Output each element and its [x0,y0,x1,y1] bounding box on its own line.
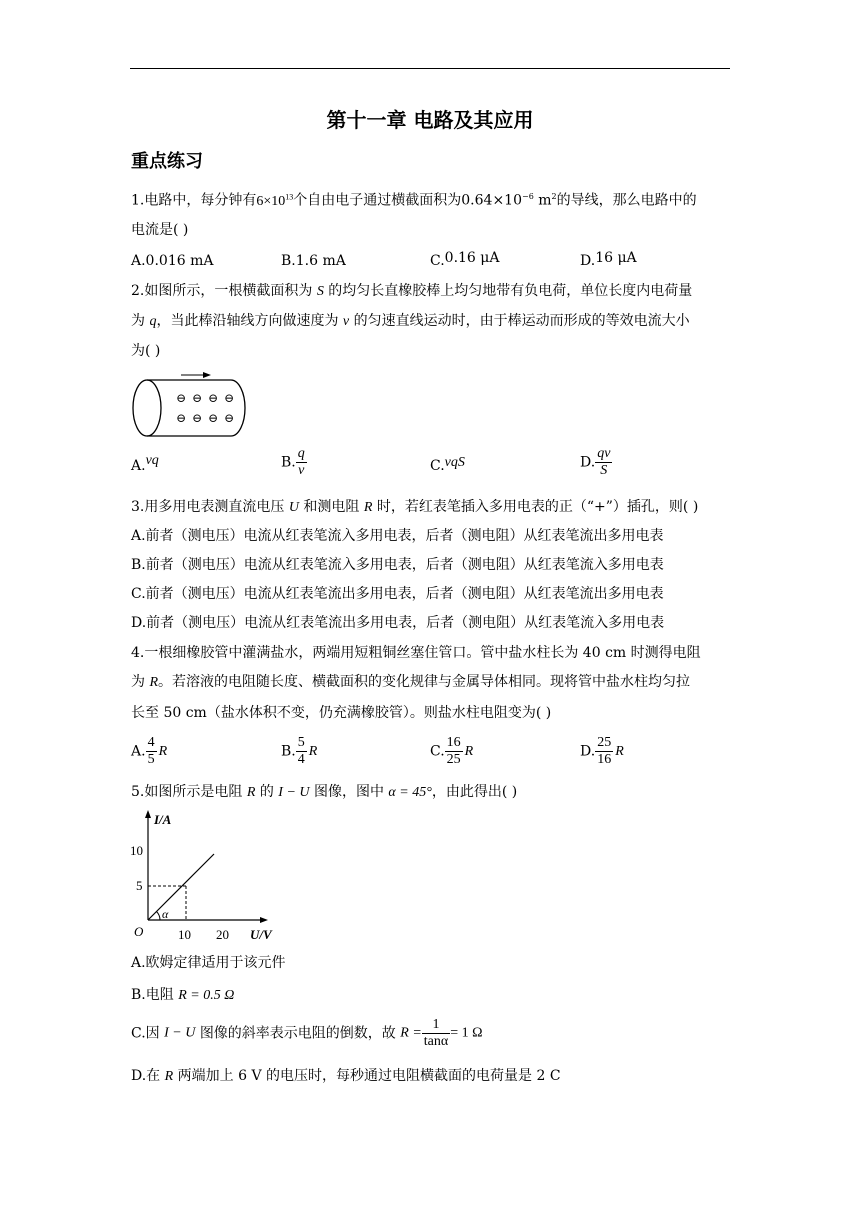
velocity-arrowhead [203,372,211,378]
q2-line3: 为( ) [131,343,161,359]
q4-option-b-r: R [308,743,318,759]
charge-symbol: ⊖ [191,411,203,425]
q1-option-c [430,251,500,271]
q4-option-c-r: R [464,743,474,759]
q1-option-d-label: D. [580,253,596,269]
q1-option-a: A.0.016 mA [131,253,214,269]
q5-option-c-text-b: 图像的斜率表示电阻的倒数，故 [199,1025,396,1042]
q5-option-c-text-a: C.因 [131,1025,160,1042]
fraction-denominator: 4 [297,752,305,767]
fraction-denominator: tanα [423,1034,449,1049]
chapter-title: 第十一章 电路及其应用 [326,108,534,132]
q5-option-d-text-a: D.在 [131,1068,161,1084]
charge-symbol: ⊖ [175,391,187,405]
q3-text-c: 时，若红表笔插入多用电表的正（“+”）插孔，则( ) [376,499,699,515]
fraction-numerator: 25 [597,735,612,750]
q2-option-c [430,456,465,477]
q4-option-a-fraction [146,735,157,768]
q4-line1: 4.一根细橡胶管中灌满盐水，两端用短粗铜丝塞住管口。管中盐水柱长为 40 cm 时测得电阻 [131,645,701,661]
q5-option-d-r: R [164,1069,174,1084]
y-axis-arrowhead [145,810,151,818]
q1-sci-coef: 6×10 [256,193,286,209]
q5-option-d [131,1066,561,1087]
q3-option-a: A.前者（测电压）电流从红表笔流入多用电表，后者（测电阻）从红表笔流出多用电表 [131,528,664,544]
fraction-numerator: q [297,446,305,461]
q5-option-d-text-b: 两端加上 6 V 的电压时，每秒通过电阻横截面的电荷量是 2 C [177,1068,561,1084]
q2-option-c-expr: vqS [444,455,465,470]
q5-option-b [131,985,234,1006]
fraction-denominator: 16 [597,752,612,767]
q3-var-r: R [363,500,373,515]
q2-option-d [580,446,612,479]
q2-option-c-label: C. [430,458,445,474]
q5-option-b-expr: R = 0.5 Ω [178,988,235,1003]
q3-option-b: B.前者（测电压）电流从红表笔流入多用电表，后者（测电阻）从红表笔流入多用电表 [131,557,664,573]
q1-option-d [580,251,637,271]
fraction-numerator: 1 [422,1017,450,1034]
charge-symbol: ⊖ [191,391,203,405]
q2-text-b: 的均匀长直橡胶棒上均匀地带有负电荷，单位长度内电荷量 [328,283,693,299]
x-tick-label: 20 [216,927,229,942]
y-tick-label: 10 [130,843,143,858]
q1-option-b: B.1.6 mA [281,253,346,269]
q2-option-a-label: A. [131,458,146,474]
q5-stem [131,782,517,803]
q2-var-v: v [342,314,350,329]
q5-option-c-tail: = 1 Ω [450,1025,483,1041]
section-heading: 重点练习 [131,151,203,172]
q4-option-a [131,735,167,768]
q5-option-c-iu: I − U [164,1025,196,1041]
q4-option-a-r: R [158,743,168,759]
q4-line2 [131,672,690,693]
q4-option-b-label: B. [281,743,296,760]
q1-sci [256,194,293,209]
charge-symbol: ⊖ [223,391,235,405]
q5-option-a: A.欧姆定律适用于该元件 [131,955,286,971]
rod-end-face [133,380,161,436]
charge-symbol: ⊖ [175,411,187,425]
q5-option-b-text: B.电阻 [131,987,174,1003]
charge-symbol: ⊖ [207,411,219,425]
fraction-denominator: S [600,463,608,478]
charge-symbol: ⊖ [207,391,219,405]
q3-option-c: C.前者（测电压）电流从红表笔流出多用电表，后者（测电阻）从红表笔流出多用电表 [131,586,664,602]
q2-option-b-label: B. [281,454,296,471]
q5-option-c [131,1017,483,1050]
fraction-numerator: qv [597,446,611,461]
q2-line1 [131,281,692,302]
q3-var-u: U [288,500,299,515]
q1-option-c-value: 0.16 μA [444,250,500,266]
fraction-numerator: 16 [446,735,461,750]
q2-var-s: S [316,284,324,299]
q4-option-d-fraction [595,735,613,768]
q1-unit-exp: 2 [551,192,557,201]
q5-var-r: R [246,785,256,800]
y-tick-label: 5 [136,878,143,893]
q2-option-b-fraction [296,446,307,479]
rod-body [147,380,245,436]
q2-line2 [131,311,690,332]
fraction-numerator: 4 [147,735,155,750]
x-axis-arrowhead [260,917,268,923]
q2-option-b [281,446,307,479]
rubber-rod-figure [131,370,249,438]
q1-area-exp: −6 [521,192,534,201]
q1-line1 [131,187,697,212]
q5-text-b: 的 [259,784,274,800]
q4-option-c-label: C. [430,743,445,760]
q4-option-b [281,735,317,768]
iu-line [148,854,214,920]
q4-option-d [580,735,624,768]
q4-option-a-label: A. [131,743,146,760]
q5-alpha-eq: α = 45° [388,785,432,800]
q4-text-a: 为 [131,674,145,690]
q1-sci-exp: 13 [285,192,294,201]
q1-line2: 电流是( ) [131,222,189,238]
q4-text-b: 。若溶液的电阻随长度、横截面积的变化规律与金属导体相同。现将管中盐水柱均匀拉 [158,674,691,690]
fraction-denominator: 25 [446,752,461,767]
q4-option-b-fraction [296,735,307,768]
x-tick-label: 10 [178,927,191,942]
q4-option-c-fraction [445,735,463,768]
q3-text-a: 3.用多用电表测直流电压 [131,499,285,515]
q4-option-d-r: R [615,743,624,759]
y-axis-label: I/A [154,812,172,827]
q4-var-r: R [149,675,159,690]
q1-unit-m: m [538,192,552,209]
q2-text-a: 2.如图所示，一根横截面积为 [131,283,313,299]
q5-iu: I − U [278,785,310,800]
q4-option-d-label: D. [580,743,596,760]
header-rule [130,68,730,69]
q1-text-b: 个自由电子通过横截面积为 [293,192,462,209]
alpha-arc [157,912,161,921]
q2-text-e: 的匀速直线运动时，由于棒运动而形成的等效电流大小 [353,313,690,329]
q5-option-c-fraction [422,1017,450,1050]
q2-text-d: ，当此棒沿轴线方向做速度为 [156,313,339,329]
q5-text-c: 图像，图中 [313,784,384,800]
q5-option-c-r: R = [400,1025,422,1041]
fraction-numerator: 5 [297,735,305,750]
q4-line3: 长至 50 cm（盐水体积不变，仍充满橡胶管）。则盐水柱电阻变为( ) [131,705,552,721]
q3-stem [131,497,698,518]
alpha-label: α [162,907,169,921]
q4-option-c [430,735,473,768]
origin-label: O [134,924,144,939]
q2-option-a-expr: vq [145,453,159,468]
fraction-denominator: 5 [147,752,155,767]
q5-text-a: 5.如图所示是电阻 [131,784,243,800]
q2-var-q: q [149,314,157,329]
q1-option-d-value: 16 μA [595,250,637,266]
q1-text-c: 的导线，那么电路中的 [556,192,697,209]
q5-text-d: ，由此得出( ) [431,784,518,800]
q2-option-d-fraction [595,446,612,479]
q1-area-coef: 0.64×10 [461,192,522,209]
q3-text-b: 和测电阻 [303,499,360,515]
iu-graph [128,808,278,948]
q2-option-d-label: D. [580,454,596,471]
q2-option-a [131,453,159,477]
q3-option-d: D.前者（测电压）电流从红表笔流出多用电表，后者（测电阻）从红表笔流入多用电表 [131,615,665,631]
q2-text-c: 为 [131,313,145,329]
fraction-denominator: v [298,463,305,478]
charge-symbol: ⊖ [223,411,235,425]
q1-text-a: 1.电路中，每分钟有 [131,192,257,209]
q1-option-c-label: C. [430,253,445,269]
x-axis-label: U/V [250,927,272,942]
